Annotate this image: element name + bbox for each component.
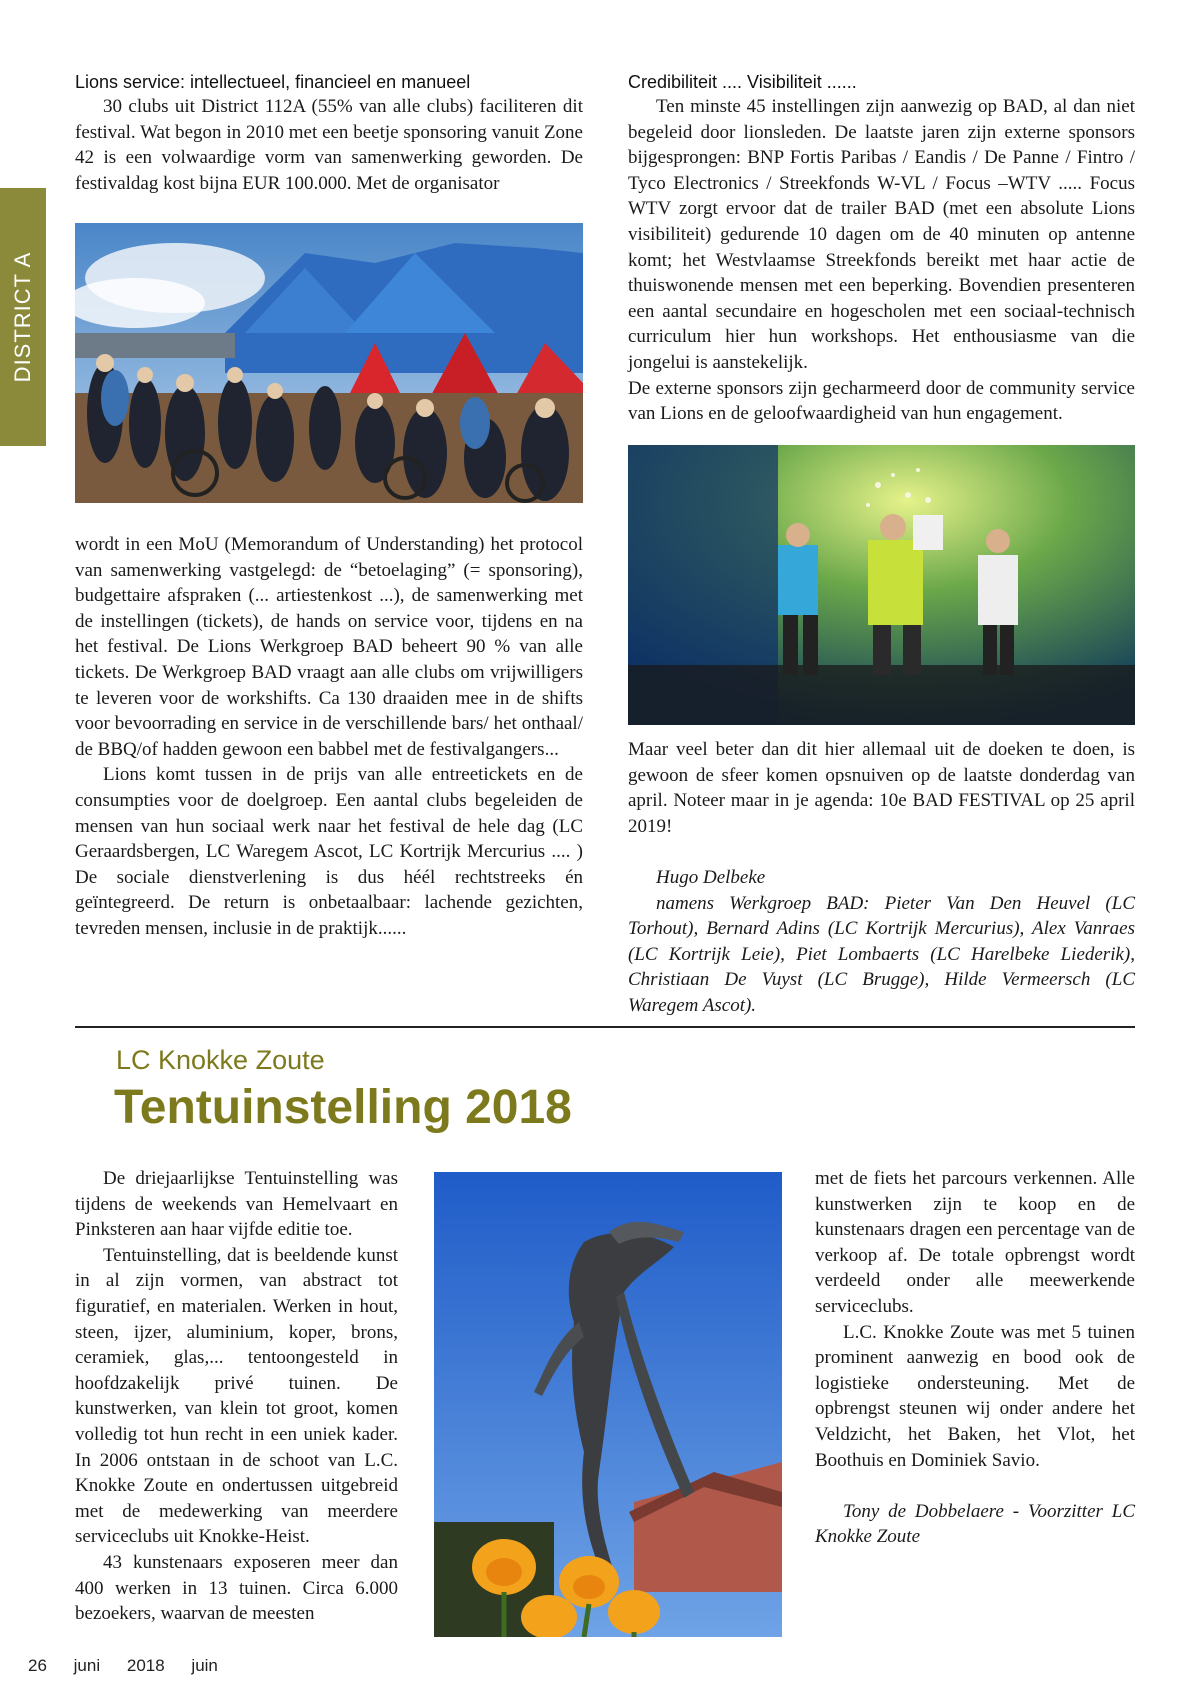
article2-col-1 [75, 1166, 398, 1627]
club-name: LC Knokke Zoute [116, 1045, 325, 1075]
author-name: Hugo Delbeke [656, 866, 766, 888]
paragraph: met de fiets het parcours verkennen. Alle kunstwerken zijn te koop en de kunstenaars dragen een percentage van de verkoop af. De totale opbrengst wordt verdeeld onder alle meewerkende serviceclubs. [815, 1168, 1135, 1317]
footer-month-nl: juni [73, 1656, 101, 1675]
article-title: Tentuinstelling 2018 [114, 1081, 572, 1134]
article2-col-3 [815, 1166, 1135, 1550]
paragraph: De driejaarlijkse Tentuinstelling was tijdens de weekends van Hemelvaart en Pinksteren aan haar vijfde editie toe. [75, 1168, 398, 1241]
section-heading-credibiliteit: Credibiliteit .... Visibiliteit ...... [628, 72, 857, 92]
page-footer [28, 1656, 240, 1676]
article1-right-col-top [628, 70, 1135, 427]
article1-left-col-top [75, 70, 583, 196]
paragraph: De externe sponsors zijn gecharmeerd door de community service van Lions en de geloofwaardigheid van hun engagement. [628, 377, 1135, 425]
paragraph: 30 clubs uit District 112A (55% van alle clubs) faciliteren dit festival. Wat begon in 2010 met een beetje sponsoring vanuit Zone 42 is een volwaardige vorm van samenwerking geworden. De festivaldag kost bijna EUR 100.000. Met de organisator [75, 96, 583, 194]
paragraph: Lions komt tussen in de prijs van alle entreetickets en de consumpties voor de doelgroep. Een aantal clubs begeleiden de mensen van hun sociaal werk naar het festival de hele dag (LC Geraardsbergen, LC Waregem Ascot, LC Kortrijk Mercurius .... ) De sociale dienstverlening is dus héél rechtstreeks én geïntegreerd. De return is onbetaalbaar: lachende gezichten, tevreden mensen, inclusie in de praktijk...... [75, 764, 583, 939]
article1-left-col-bottom [75, 532, 583, 942]
stage-performers-photo [628, 445, 1135, 725]
paragraph: 43 kunstenaars exposeren meer dan 400 werken in 13 tuinen. Circa 6.000 bezoekers, waarvan de meesten [75, 1551, 398, 1625]
paragraph: wordt in een MoU (Memorandum of Understanding) het protocol van samenwerking vastgelegd: de “betoelaging” (= sponsoring), budgettaire afspraken (... artiestenkost ...), de samenwerking met de instellingen (tickets), de hands on service voor, tijdens en na het festival. De Lions Werkgroep BAD beheert 90 % van alle tickets. De Werkgroep BAD vraagt aan alle clubs om vrijwilligers te leveren voor de workshifts. Ca 130 draaiden mee in de shifts voor bevoorrading en service in de verschillende bars/ het onthaal/ de BBQ/of hadden gewoon een babbel met de festivalgangers... [75, 534, 583, 760]
district-side-tab [0, 188, 46, 446]
sculpture-garden-photo [434, 1172, 782, 1637]
paragraph: Tentuinstelling, dat is beeldende kunst in al zijn vormen, van abstract tot figuratief, en materialen. Werken in hout, steen, ijzer, aluminium, koper, brons, ceramiek, glas,... tentoongesteld in hoofdzakelijk privé tuinen. De kunstwerken, van klein tot groot, komen volledig tot hun recht in een uniek kader. In 2006 ontstaan in de schoot van L.C. Knokke Zoute en ondertussen uitgebreid met de medewerking van meerdere serviceclubs uit Knokke-Heist. [75, 1244, 398, 1548]
district-label: DISTRICT A [10, 251, 35, 383]
paragraph: Maar veel beter dan dit hier allemaal uit de doeken te doen, is gewoon de sfeer komen opsnuiven op de laatste donderdag van april. Noteer maar in je agenda: 10e BAD FESTIVAL op 25 april 2019! [628, 739, 1135, 837]
author-credits: namens Werkgroep BAD: Pieter Van Den Heuvel (LC Torhout), Bernard Adins (LC Kortrijk Mercurius), Alex Vanraes (LC Kortrijk Leie), Piet Lombaerts (LC Harelbeke Liederik), Christiaan De Vuyst (LC Brugge), Hilde Vermeersch (LC Waregem Ascot). [628, 892, 1135, 1016]
section-heading-lions-service: Lions service: intellectueel, financieel en manueel [75, 72, 471, 92]
footer-month-fr: juin [191, 1656, 218, 1675]
paragraph: L.C. Knokke Zoute was met 5 tuinen prominent aanwezig en bood ook de logistieke ondersteuning. Met de opbrengst steunen wij onder andere het Veldzicht, het Baken, het Vlot, het Boothuis en Dominiek Savio. [815, 1321, 1135, 1471]
author-signature: Tony de Dobbelaere - Voorzitter LC Knokke Zoute [815, 1500, 1135, 1548]
festival-crowd-photo [75, 223, 583, 503]
paragraph: Ten minste 45 instellingen zijn aanwezig op BAD, al dan niet begeleid door lionsleden. De laatste jaren zijn externe sponsors bijgesprongen: BNP Fortis Paribas / Eandis / De Panne / Fintro / Tyco Electronics / Streekfonds W-VL / Focus –WTV ..... Focus WTV zorgt ervoor dat de trailer BAD (met een absolute Lions visibiliteit) gedurende 10 dagen om de 40 minuten op antenne komt; het Westvlaamse Streekfonds bereikt met haar actie de thuiswonende mensen met een beperking. Bovendien presenteren een aantal secundaire en hogescholen met een sociaal-technisch curriculum hier hun workshops. Het enthousiasme van die jongelui is aanstekelijk. [628, 96, 1135, 373]
section-divider [75, 1026, 1135, 1028]
footer-year: 2018 [126, 1656, 165, 1675]
page-number: 26 [28, 1656, 47, 1675]
article1-right-col-bottom [628, 737, 1135, 1019]
